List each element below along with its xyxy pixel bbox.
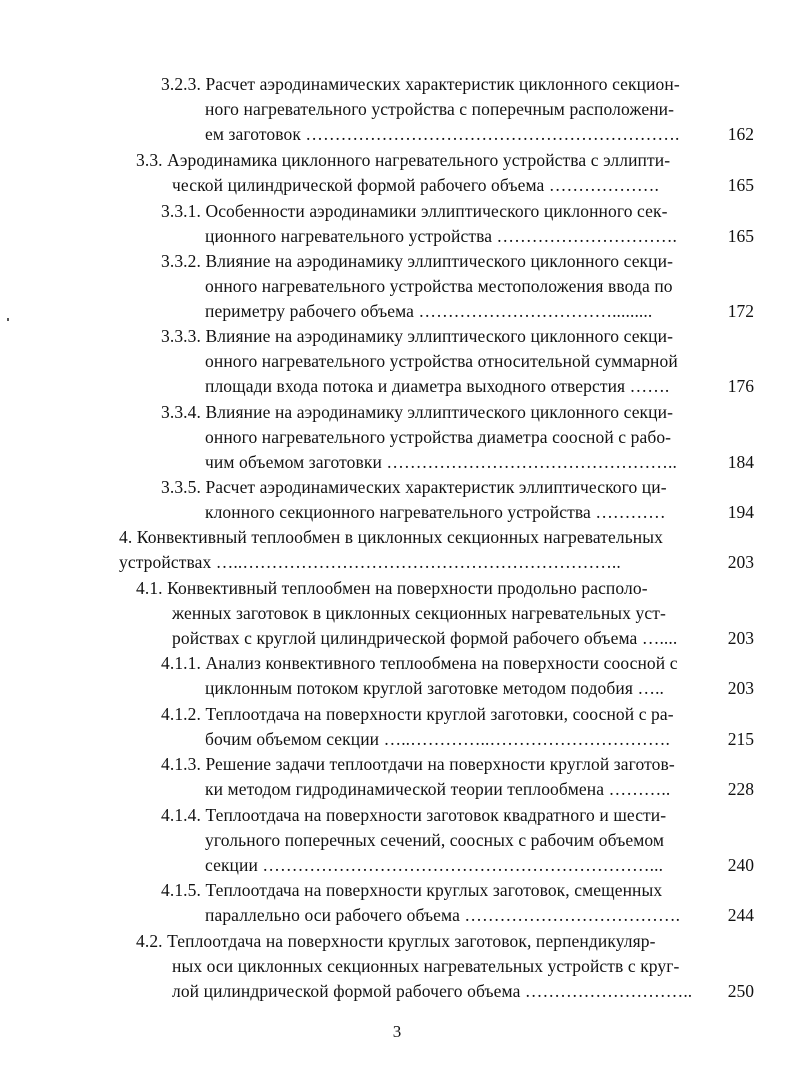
toc-line: 4.1. Конвективный теплообмен на поверхности продольно располо-: [136, 578, 648, 598]
toc-line: чим объемом заготовки …………………………………………..: [205, 452, 677, 472]
toc-line: 3.3. Аэродинамика циклонного нагревательного устройства с эллипти-: [136, 150, 671, 170]
toc-page-number: 176: [727, 376, 754, 396]
toc-line: онного нагревательного устройства относительной суммарной: [205, 351, 678, 371]
toc-line: 3.3.3. Влияние на аэродинамику эллиптического циклонного секци-: [161, 326, 674, 346]
page-number: 3: [392, 1022, 402, 1041]
toc-line: 3.3.5. Расчет аэродинамических характеристик эллиптического ци-: [161, 477, 667, 497]
toc-line: ки методом гидродинамической теории теплообмена ………..: [205, 779, 671, 799]
toc-line: 3.2.3. Расчет аэродинамических характеристик циклонного секцион-: [161, 74, 680, 94]
toc-page-number: 165: [727, 175, 754, 195]
toc-line: площади входа потока и диаметра выходного отверстия …….: [205, 376, 670, 396]
toc-page-number: 172: [727, 301, 754, 321]
toc-line: 4.1.1. Анализ конвективного теплообмена на поверхности соосной с: [161, 653, 678, 673]
toc-line: 4.1.4. Теплоотдача на поверхности заготовок квадратного и шести-: [161, 805, 667, 825]
toc-line: 3.3.1. Особенности аэродинамики эллиптического циклонного сек-: [161, 201, 668, 221]
toc-line: женных заготовок в циклонных секционных нагревательных уст-: [172, 603, 666, 623]
toc-line: 3.3.4. Влияние на аэродинамику эллиптического циклонного секци-: [161, 402, 674, 422]
toc-line: 4.2. Теплоотдача на поверхности круглых заготовок, перпендикуляр-: [136, 931, 656, 951]
toc-page-number: 215: [727, 729, 754, 749]
toc-line: секции …………………………………………………………...: [205, 855, 664, 875]
toc-line: устройствах …..………………………………………………………..: [119, 552, 621, 572]
toc-line: ройствах с круглой цилиндрической формой рабочего объема …....: [172, 628, 678, 648]
toc-page-number: 240: [727, 855, 754, 875]
toc-line: ционного нагревательного устройства ………………………….: [205, 226, 678, 246]
scan-speck: [7, 318, 9, 321]
toc-line: периметру рабочего объема …………………………….........: [205, 301, 653, 321]
toc-line: 4.1.5. Теплоотдача на поверхности круглых заготовок, смещенных: [161, 880, 663, 900]
toc-line: бочим объемом секции …..…………..………………………….: [205, 729, 670, 749]
toc-page-number: 194: [727, 502, 754, 522]
toc-page-number: 203: [727, 552, 754, 572]
toc-line: 3.3.2. Влияние на аэродинамику эллиптического циклонного секци-: [161, 251, 674, 271]
toc-page-number: 228: [727, 779, 754, 799]
toc-page-number: 165: [727, 226, 754, 246]
toc-line: ных оси циклонных секционных нагревательных устройств с круг-: [172, 956, 680, 976]
toc-page-number: 203: [727, 628, 754, 648]
toc-line: угольного поперечных сечений, соосных с рабочим объемом: [205, 830, 665, 850]
toc-page-number: 203: [727, 678, 754, 698]
toc-line: ного нагревательного устройства с поперечным расположени-: [205, 99, 675, 119]
toc-line: онного нагревательного устройства местоположения ввода по: [205, 276, 673, 296]
toc-line: лой цилиндрической формой рабочего объема ………………………..: [172, 981, 693, 1001]
toc-line: 4.1.2. Теплоотдача на поверхности круглой заготовки, соосной с ра-: [161, 704, 674, 724]
toc-line: онного нагревательного устройства диаметра соосной с рабо-: [205, 427, 672, 447]
toc-line: ческой цилиндрической формой рабочего объема ……………….: [172, 175, 659, 195]
toc-line: параллельно оси рабочего объема ……………………………….: [205, 905, 681, 925]
toc-page-number: 244: [727, 905, 754, 925]
toc-page-number: 184: [727, 452, 754, 472]
toc-line: циклонным потоком круглой заготовке методом подобия …..: [205, 678, 665, 698]
toc-page-number: 250: [727, 981, 754, 1001]
toc-line: 4.1.3. Решение задачи теплоотдачи на поверхности круглой заготов-: [161, 754, 675, 774]
toc-page-number: 162: [727, 124, 754, 144]
toc-line: 4. Конвективный теплообмен в циклонных секционных нагревательных: [119, 527, 663, 547]
toc-line: ем заготовок ……………………………………………………….: [205, 124, 680, 144]
toc-line: клонного секционного нагревательного устройства …………: [205, 502, 666, 522]
